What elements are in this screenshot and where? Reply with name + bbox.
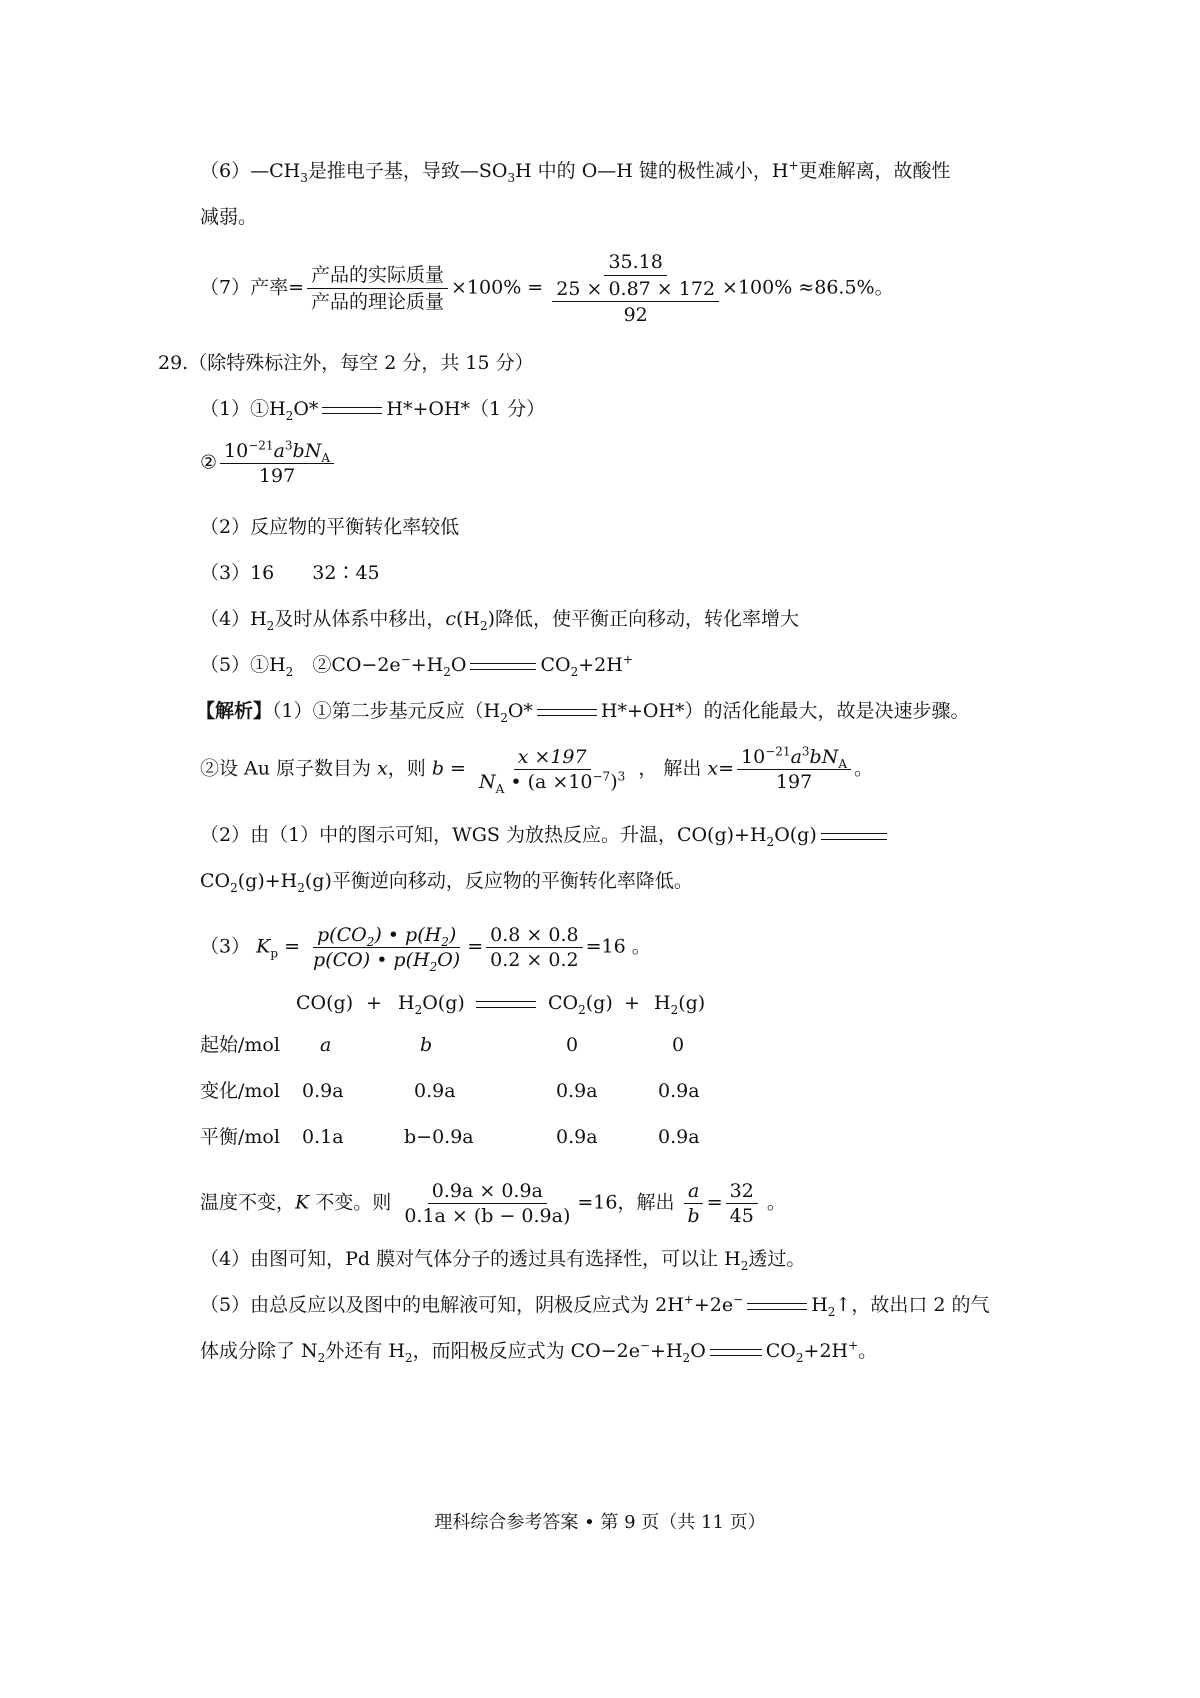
table-eq-bar: [472, 990, 540, 1016]
answer-7-yield-formula: （7）产率= $\frac{\text{产品的实际质量}}{\text{产品的理论质量}}$ ×100% = 35.18 25 × 0.87 × 172 92 ×100% ≈86.5%。: [200, 251, 894, 326]
table-cell: a: [320, 1034, 332, 1056]
table-row-label: 平衡/mol: [200, 1126, 280, 1148]
table-cell: 0: [672, 1034, 685, 1056]
page-footer: 理科综合参考答案 • 第 9 页（共 11 页）: [434, 1512, 766, 1533]
table-eq-h2: $H_2(g)$: [654, 992, 706, 1017]
analysis-5-line2: 体成分除了 $N_2$外还有 $H_2$，而阳极反应式为 $CO-2e^-+H_2O$ $CO_2+2H^+$。: [200, 1338, 878, 1365]
table-eq-co2: $CO_2(g)$: [548, 992, 613, 1017]
analysis-4: （4）由图可知，Pd 膜对气体分子的透过具有选择性，可以让 $H_2$透过。: [200, 1248, 806, 1273]
analysis-2-line2: $CO_2(g)+H_2(g)$平衡逆向移动，反应物的平衡转化率降低。: [200, 870, 693, 895]
table-cell: 0.9a: [556, 1080, 598, 1102]
table-eq-co: CO(g): [296, 992, 354, 1014]
equals-bar: [821, 833, 887, 840]
analysis-1-2: ②设 Au 原子数目为 x，则 b = $\frac{x \times 197}{N_A • (a \times 10^{-7})^3}$ ， 解出 x= $\frac{10^{-21}a^3bN_A}{197}$ 。: [200, 744, 874, 796]
table-cell: 0.1a: [302, 1126, 344, 1148]
analysis-3-ratio: 温度不变，K 不变。则 $\frac{0.9a \times 0.9a}{0.1a \times (b - 0.9a)}$ =16，解出 $\frac{a}{b}$ = $\frac{32}{45}$ 。: [200, 1180, 786, 1227]
table-cell: 0.9a: [658, 1126, 700, 1148]
table-eq-plus2: +: [624, 992, 640, 1014]
answer-29-1-2: ② $\frac{10^{-21}a^3bN_A}{197}$: [200, 440, 337, 487]
table-cell: 0.9a: [414, 1080, 456, 1102]
equals-bar: [537, 709, 597, 716]
table-cell: 0.9a: [658, 1080, 700, 1102]
table-eq-h2o: $H_2O(g)$: [398, 992, 465, 1017]
table-cell: 0.9a: [556, 1126, 598, 1148]
analysis-3-kp: （3） $K_p$ = $\frac{p(CO_2) • p(H_2)}{p(CO) • p(H_2O)}$ = $\frac{0.8 \times 0.8}{0.2 \times 0.2}$ =16 。: [200, 924, 651, 974]
answer-6-line2: 减弱。: [200, 206, 258, 228]
equals-bar: [476, 1001, 536, 1008]
table-eq-plus1: +: [366, 992, 382, 1014]
answer-29-2: （2）反应物的平衡转化率较低: [200, 516, 460, 538]
table-cell: 0: [566, 1034, 579, 1056]
analysis-1-1: 【解析】（1）①第二步基元反应（$H_2O*$ H*+OH*）的活化能最大，故是决速步骤。: [196, 700, 970, 725]
answer-29-4: $(4)H_2$及时从体系中移出，$c(H_2)$降低，使平衡正向移动，转化率增大: [200, 608, 800, 633]
table-cell: b: [420, 1034, 433, 1056]
equals-bar: [747, 1303, 807, 1310]
answer-29-5: $(5)①H_2$ $②CO-2e^-+H_2O$ $CO_2+2H^+$: [200, 652, 633, 679]
analysis-5-line1: （5）由总反应以及图中的电解液可知，阴极反应式为 2H++2e− $H_2↑$，故出口 2 的气: [200, 1292, 990, 1319]
table-cell: 0.9a: [302, 1080, 344, 1102]
equals-bar: [470, 663, 536, 670]
table-row-label: 变化/mol: [200, 1080, 280, 1102]
equals-bar: [322, 407, 382, 414]
question-29-header: 29.（除特殊标注外，每空 2 分，共 15 分）: [158, 352, 534, 374]
answer-6-line1: $(6)—CH_3$是推电子基，导致$—SO_3H$ 中的 O—H 键的极性减小，H+更难解离，故酸性: [200, 158, 951, 185]
answer-29-3: （3）16 32∶45: [200, 562, 380, 584]
table-cell: b−0.9a: [404, 1126, 474, 1148]
table-row-label: 起始/mol: [200, 1034, 280, 1056]
analysis-2-line1: （2）由（1）中的图示可知，WGS 为放热反应。升温，$CO(g)+H_2O(g)$: [200, 822, 891, 848]
equals-bar: [710, 1349, 762, 1356]
answer-29-1-1: $(1)①H_2O*$ H*+OH*（1 分）: [200, 398, 546, 423]
